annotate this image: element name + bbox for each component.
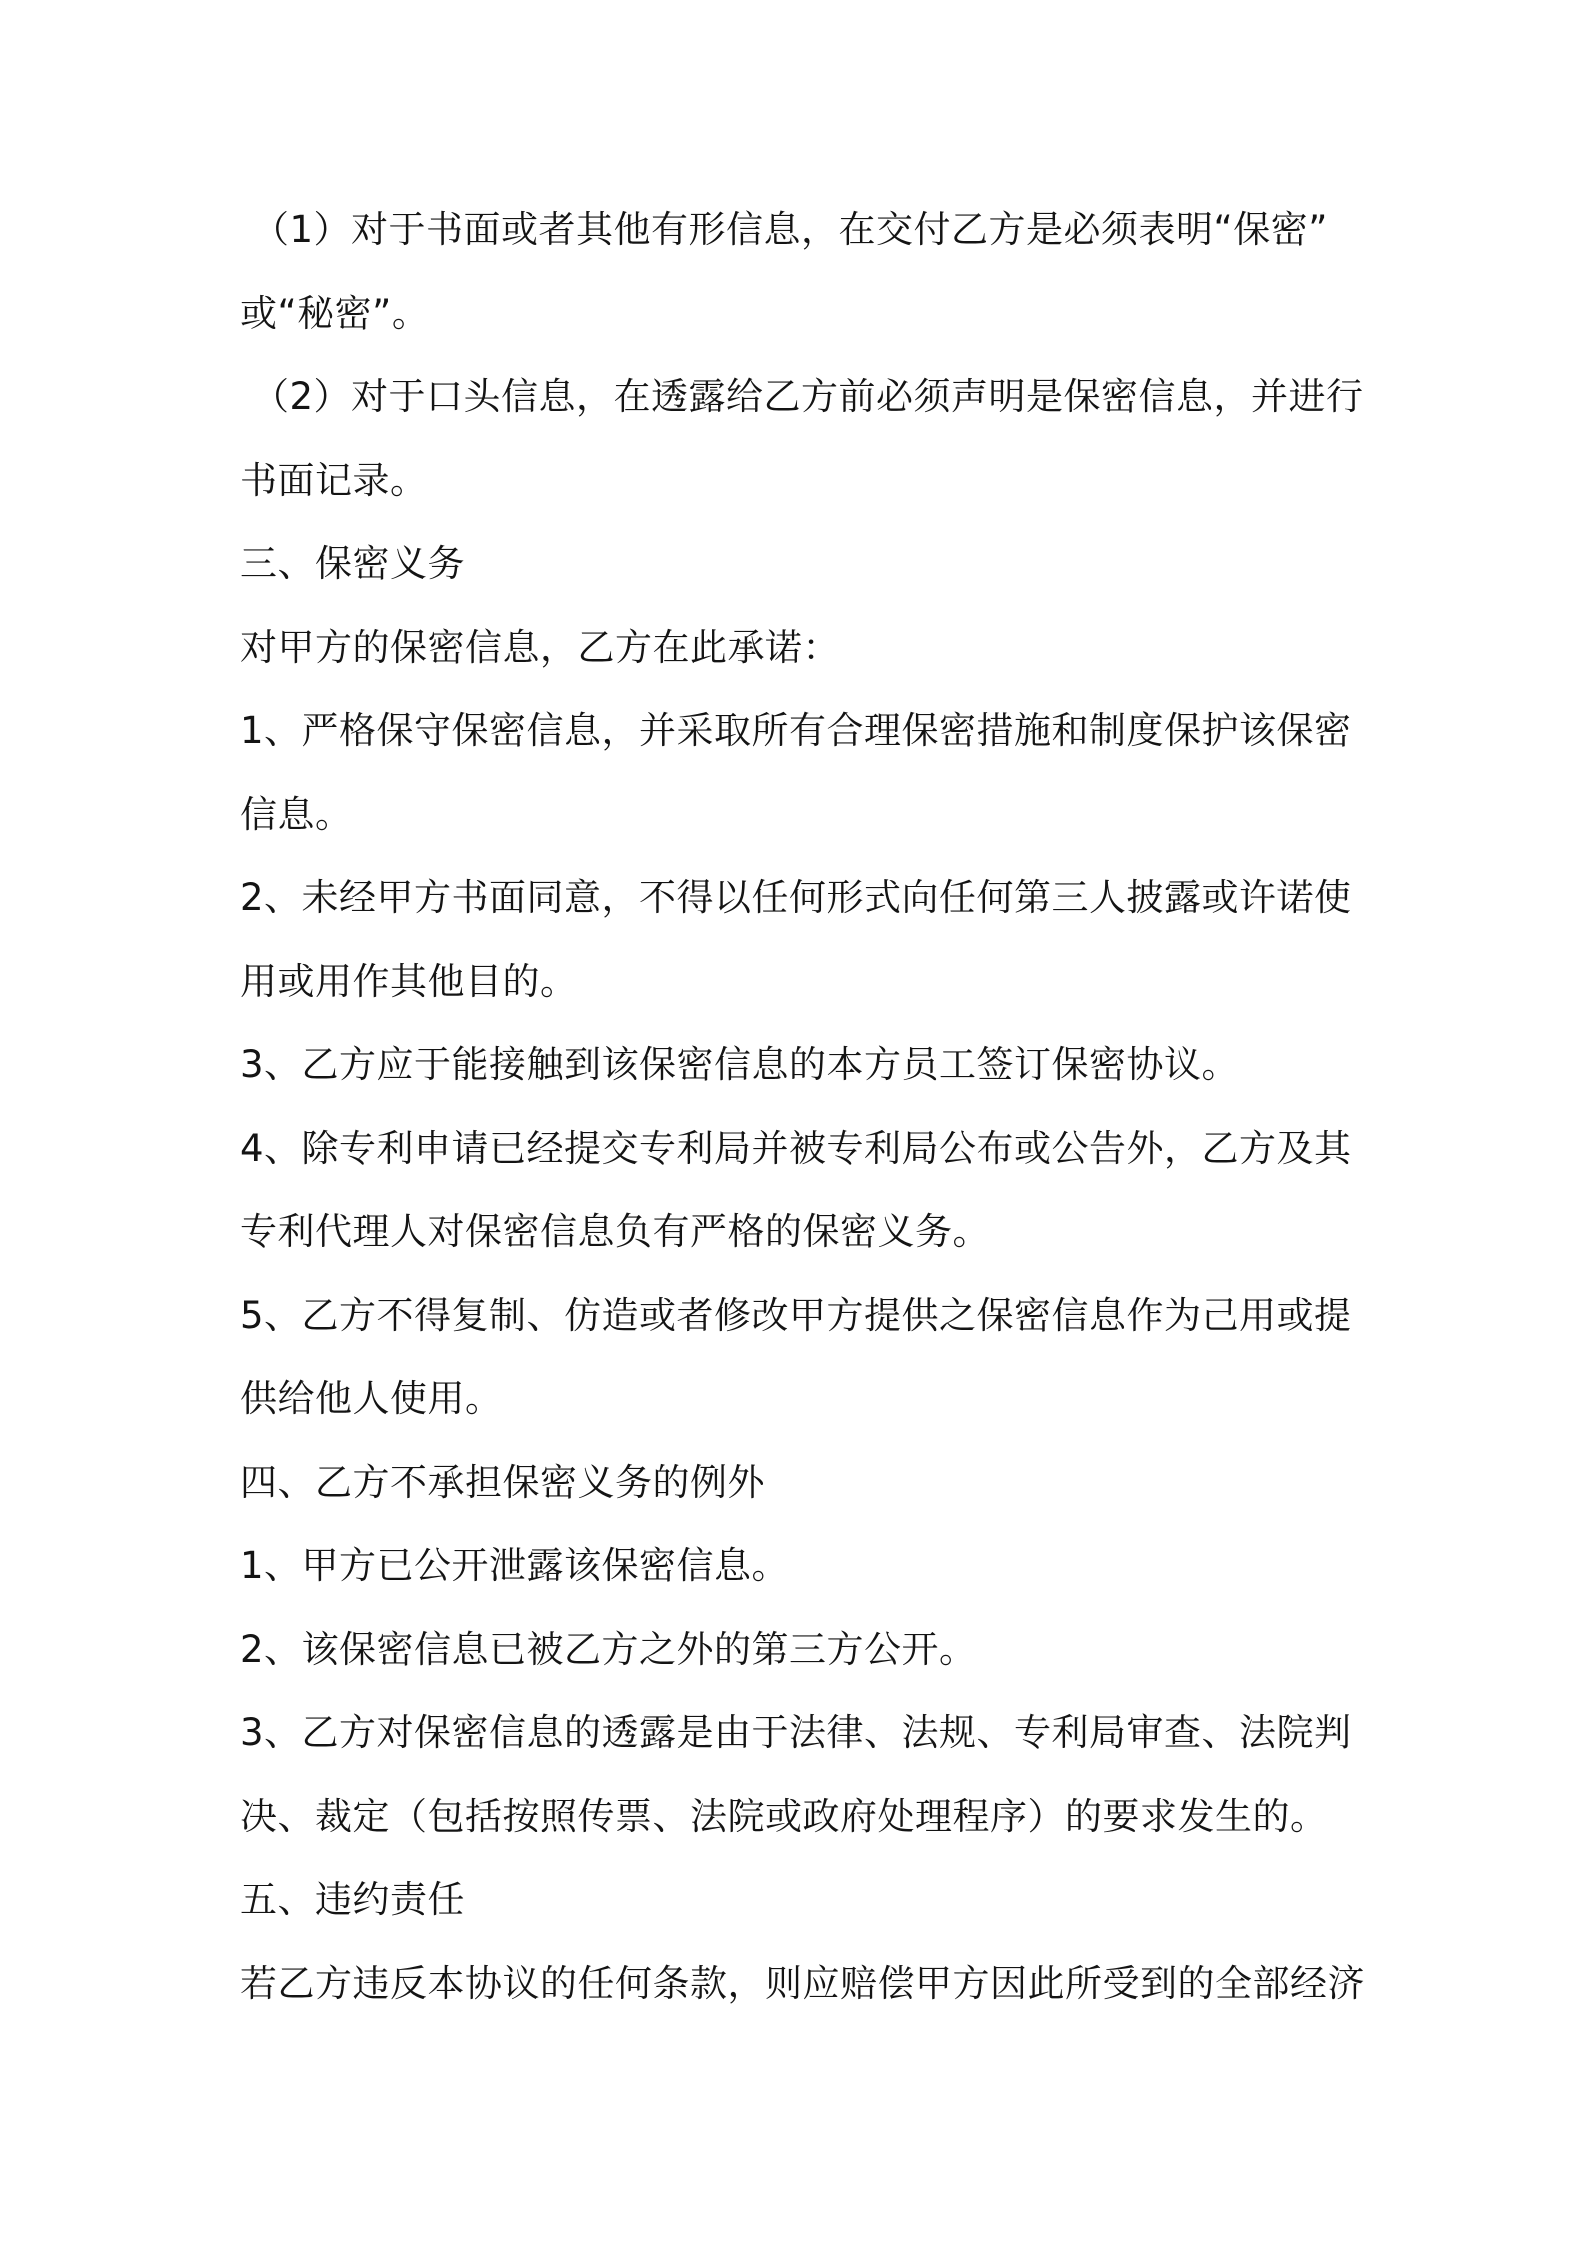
exception-1: 1、甲方已公开泄露该保密信息。 <box>240 1544 790 1587</box>
clause-item-1-line-1: （1）对于书面或者其他有形信息，在交付乙方是必须表明“保密” <box>252 208 1328 251</box>
obligation-4-line-1: 4、除专利申请已经提交专利局并被专利局公布或公告外，乙方及其 <box>240 1126 1352 1170</box>
obligation-1-line-2: 信息。 <box>240 792 353 836</box>
clause-item-1-line-2: 或“秘密”。 <box>240 291 430 335</box>
obligation-5-line-1: 5、乙方不得复制、仿造或者修改甲方提供之保密信息作为己用或提 <box>240 1293 1352 1337</box>
clause-item-2-line-1: （2）对于口头信息，在透露给乙方前必须声明是保密信息，并进行 <box>252 375 1364 418</box>
paragraph-commitment-intro: 对甲方的保密信息，乙方在此承诺： <box>240 625 840 669</box>
section-heading-liability: 五、违约责任 <box>240 1878 465 1921</box>
obligation-2-line-1: 2、未经甲方书面同意，不得以任何形式向任何第三人披露或许诺使 <box>240 876 1352 919</box>
exception-3-line-2: 决、裁定（包括按照传票、法院或政府处理程序）的要求发生的。 <box>240 1794 1328 1838</box>
document-body <box>240 188 1365 2025</box>
obligation-5-line-2: 供给他人使用。 <box>240 1377 503 1420</box>
obligation-4-line-2: 专利代理人对保密信息负有严格的保密义务。 <box>240 1210 990 1253</box>
exception-3-line-1: 3、乙方对保密信息的透露是由于法律、法规、专利局审查、法院判 <box>240 1711 1352 1754</box>
clause-item-2-line-2: 书面记录。 <box>240 458 428 502</box>
section-heading-confidentiality-obligations: 三、保密义务 <box>240 542 465 585</box>
section-heading-exceptions: 四、乙方不承担保密义务的例外 <box>240 1460 765 1504</box>
obligation-3: 3、乙方应于能接触到该保密信息的本方员工签订保密协议。 <box>240 1043 1240 1086</box>
exception-2: 2、该保密信息已被乙方之外的第三方公开。 <box>240 1627 977 1671</box>
obligation-2-line-2: 用或用作其他目的。 <box>240 959 578 1003</box>
paragraph-liability: 若乙方违反本协议的任何条款，则应赔偿甲方因此所受到的全部经济 <box>240 1961 1365 2005</box>
obligation-1-line-1: 1、严格保守保密信息，并采取所有合理保密措施和制度保护该保密 <box>240 709 1352 752</box>
